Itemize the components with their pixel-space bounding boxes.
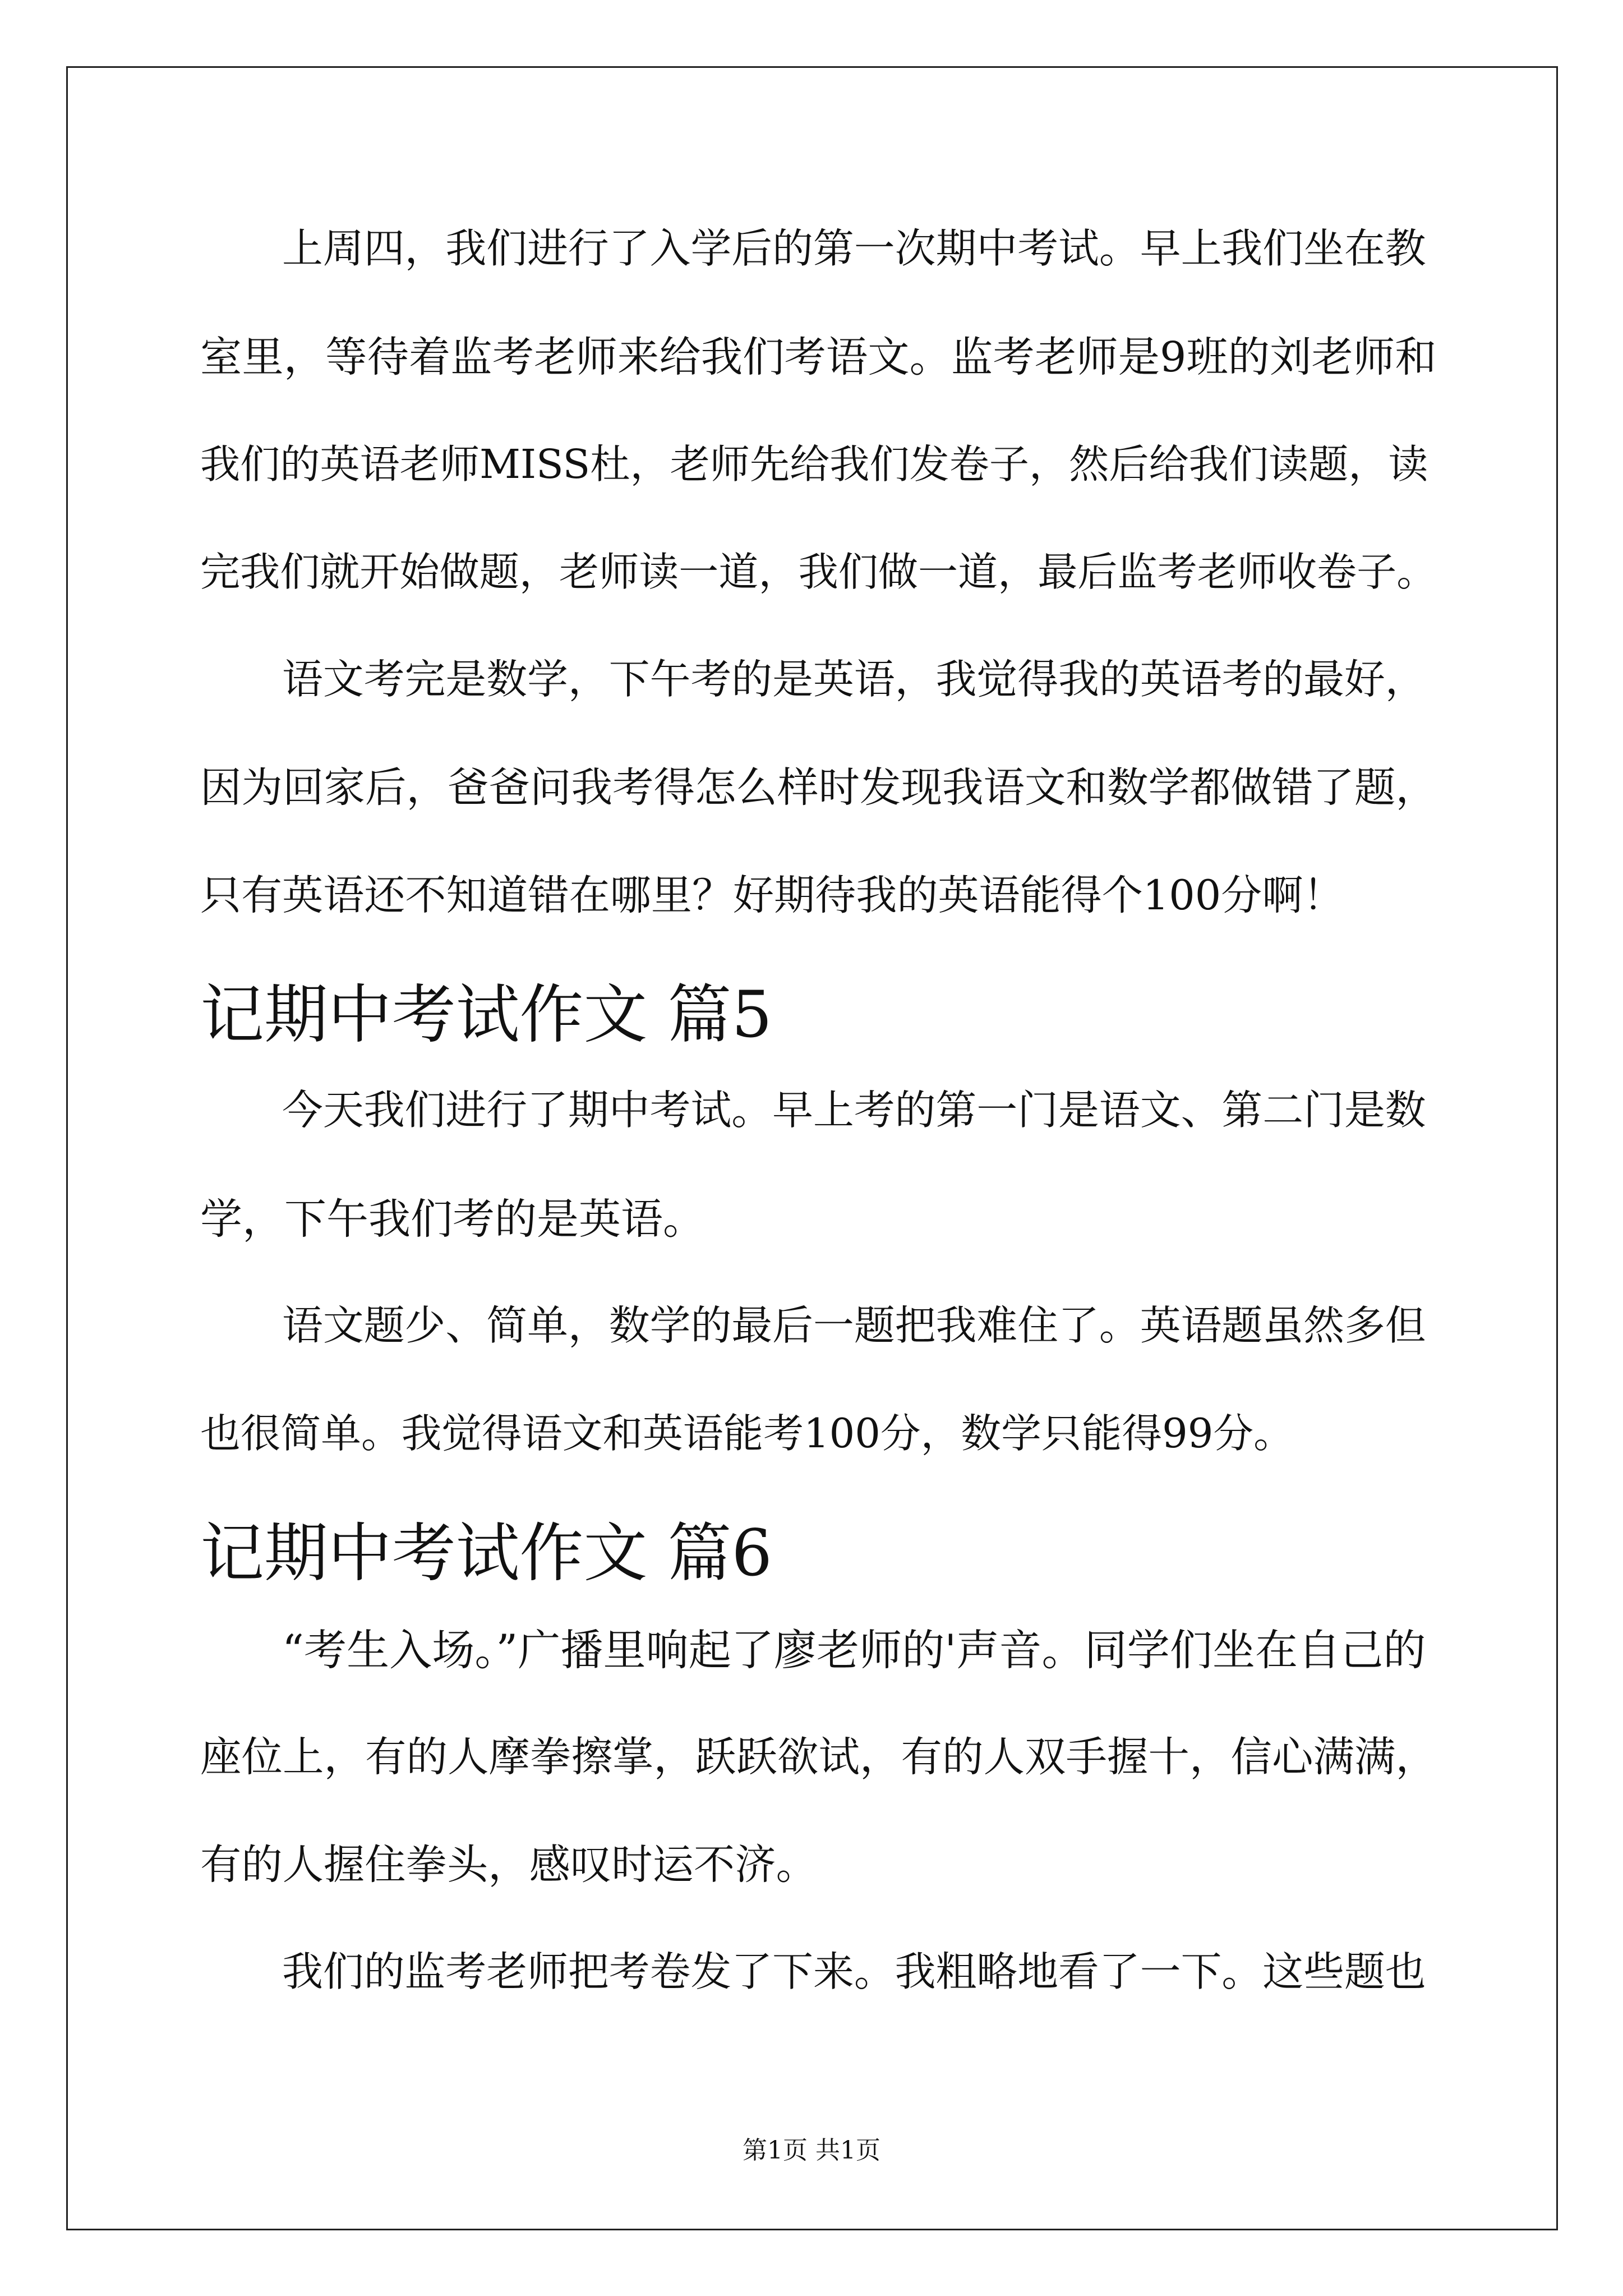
section-heading-5: 记期中考试作文 篇5: [200, 977, 772, 1052]
text-line-10: 学，下午我们考的是英语。: [200, 1194, 706, 1244]
text-line-5: 语文考完是数学，下午考的是英语，我觉得我的英语考的最好，: [282, 656, 1426, 703]
page-footer: 第1页 共1页: [743, 2136, 880, 2165]
text-line-7: 只有英语还不知道错在哪里？好期待我的英语能得个100分啊！: [200, 872, 1344, 919]
page-frame: [66, 66, 1558, 2230]
section-heading-6: 记期中考试作文 篇6: [200, 1516, 772, 1590]
text-line-16: 有的人握住拳头，感叹时运不济。: [200, 1841, 817, 1889]
text-line-12: 也很简单。我觉得语文和英语能考100分，数学只能得99分。: [200, 1410, 1294, 1457]
text-line-4: 完我们就开始做题，老师读一道，我们做一道，最后监考老师收卷子。: [200, 549, 1437, 595]
text-line-6: 因为回家后，爸爸问我考得怎么样时发现我语文和数学都做错了题，: [200, 764, 1437, 812]
text-line-9: 今天我们进行了期中考试。早上考的第一门是语文、第二门是数: [282, 1087, 1426, 1134]
text-line-2: 室里，等待着监考老师来给我们考语文。监考老师是9班的刘老师和: [200, 333, 1437, 381]
text-line-14: “考生入场。”广播里响起了廖老师的'声音。同学们坐在自己的: [282, 1625, 1426, 1675]
text-line-11: 语文题少、简单，数学的最后一题把我难住了。英语题虽然多但: [282, 1302, 1426, 1350]
text-line-1: 上周四，我们进行了入学后的第一次期中考试。早上我们坐在教: [282, 225, 1426, 273]
text-line-17: 我们的监考老师把考卷发了下来。我粗略地看了一下。这些题也: [282, 1948, 1426, 1996]
text-line-3: 我们的英语老师MISS杜，老师先给我们发卷子，然后给我们读题，读: [200, 441, 1428, 487]
text-line-15: 座位上，有的人摩拳擦掌，跃跃欲试，有的人双手握十，信心满满，: [200, 1733, 1437, 1781]
